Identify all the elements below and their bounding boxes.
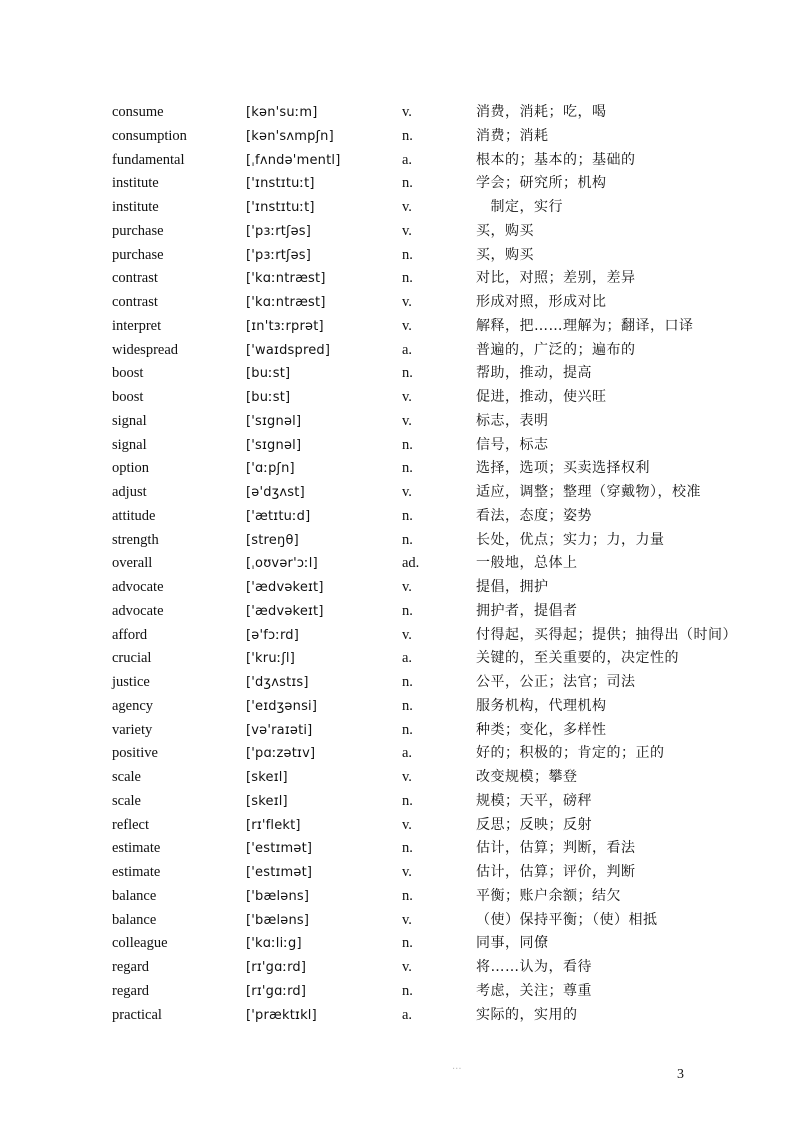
vocab-row (112, 576, 752, 600)
vocab-word: agency (112, 697, 154, 714)
vocab-meaning: 反思；反映；反射 (476, 816, 592, 833)
vocab-part-of-speech: v. (402, 199, 412, 215)
vocab-meaning: 公平，公正；法官；司法 (476, 674, 636, 690)
vocab-row (112, 1004, 752, 1028)
vocab-part-of-speech: n. (402, 246, 413, 263)
vocab-pronunciation: ['kɑːntræst] (246, 295, 326, 310)
vocab-part-of-speech: n. (402, 507, 413, 524)
vocab-meaning: 提倡，拥护 (476, 579, 549, 595)
vocab-meaning: 改变规模；攀登 (476, 769, 578, 785)
vocab-meaning: 同事，同僚 (476, 935, 549, 952)
vocab-meaning: 将……认为，看待 (476, 959, 592, 975)
vocab-word: justice (112, 674, 150, 690)
vocab-part-of-speech: v. (402, 911, 412, 928)
vocab-word: institute (112, 199, 159, 215)
vocab-word: practical (112, 1006, 162, 1023)
vocab-row (112, 149, 752, 173)
vocab-pronunciation: [streŋθ] (246, 532, 299, 548)
vocab-part-of-speech: a. (402, 745, 413, 762)
vocab-pronunciation: ['pɜːrtʃəs] (246, 223, 312, 239)
vocab-word: estimate (112, 864, 161, 880)
vocab-row (112, 885, 752, 909)
vocab-meaning: 制定，实行 (476, 199, 563, 215)
vocab-meaning: 普遍的，广泛的；遍布的 (476, 341, 636, 358)
footer-mark: ··· (452, 1064, 462, 1075)
vocab-word: advocate (112, 602, 164, 619)
vocab-word: scale (112, 792, 141, 809)
vocab-meaning: 买，购买 (476, 246, 534, 263)
vocab-meaning: 种类；变化，多样性 (476, 721, 607, 738)
vocab-word: signal (112, 412, 147, 429)
vocab-row (112, 172, 752, 196)
vocab-word: reflect (112, 816, 150, 833)
vocab-pronunciation: [və'raɪəti] (246, 722, 313, 738)
vocab-pronunciation: ['estɪmət] (246, 841, 313, 857)
vocab-part-of-speech: v. (402, 484, 412, 500)
vocab-pronunciation: [kən'sʌmpʃn] (246, 128, 334, 144)
vocab-part-of-speech: n. (402, 175, 413, 192)
vocab-row (112, 980, 752, 1004)
vocab-meaning: 帮助，推动，提高 (476, 365, 592, 382)
vocab-part-of-speech: a. (402, 341, 413, 358)
vocab-row (112, 196, 752, 220)
vocab-word: purchase (112, 222, 164, 239)
vocab-row (112, 267, 752, 291)
vocab-part-of-speech: n. (402, 697, 413, 714)
vocab-row (112, 647, 752, 671)
vocab-meaning: 付得起，买得起；提供；抽得出（时间） (476, 626, 737, 643)
vocab-pronunciation: [skeɪl] (246, 793, 288, 809)
vocab-row (112, 315, 752, 339)
vocab-meaning: 信号，标志 (476, 436, 549, 453)
vocab-part-of-speech: n. (402, 270, 413, 287)
vocab-part-of-speech: n. (402, 792, 413, 809)
vocab-word: regard (112, 982, 150, 999)
vocab-meaning: 规模；天平，磅秤 (476, 792, 592, 809)
vocab-pronunciation: ['dʒʌstɪs] (246, 675, 309, 690)
vocab-pronunciation: ['ætɪtuːd] (246, 508, 311, 524)
vocab-pronunciation: [rɪ'flekt] (246, 817, 301, 833)
vocab-word: contrast (112, 294, 158, 310)
vocab-meaning: 学会；研究所；机构 (476, 175, 607, 192)
vocab-row (112, 600, 752, 624)
vocab-row (112, 956, 752, 980)
vocab-pronunciation: ['sɪgnəl] (246, 437, 302, 453)
vocab-pronunciation: ['ɪnstɪtuːt] (246, 176, 315, 192)
vocab-word: adjust (112, 484, 147, 500)
vocab-part-of-speech: ad. (402, 555, 420, 572)
vocab-word: colleague (112, 935, 168, 952)
vocab-word: fundamental (112, 151, 185, 168)
vocab-word: strength (112, 531, 159, 548)
vocab-word: balance (112, 887, 157, 904)
vocab-row (112, 101, 752, 125)
vocab-meaning: 一般地，总体上 (476, 555, 578, 572)
vocab-meaning: 估计，估算；评价，判断 (476, 864, 636, 880)
vocab-pronunciation: ['sɪgnəl] (246, 413, 302, 429)
vocab-pronunciation: [buːst] (246, 366, 291, 382)
vocab-row (112, 695, 752, 719)
vocab-part-of-speech: n. (402, 674, 413, 690)
vocab-pronunciation: ['ɪnstɪtuːt] (246, 200, 315, 215)
vocab-pronunciation: [buːst] (246, 390, 291, 405)
vocab-row (112, 362, 752, 386)
vocab-row (112, 766, 752, 790)
vocab-word: widespread (112, 341, 179, 358)
vocab-row (112, 624, 752, 648)
vocab-part-of-speech: n. (402, 840, 413, 857)
vocab-pronunciation: ['pɑːzətɪv] (246, 746, 316, 762)
vocab-pronunciation: [skeɪl] (246, 770, 288, 785)
vocab-row (112, 291, 752, 315)
vocab-word: boost (112, 365, 144, 382)
vocab-part-of-speech: v. (402, 389, 412, 405)
vocab-row (112, 434, 752, 458)
vocab-meaning: 买，购买 (476, 222, 534, 239)
vocab-meaning: 服务机构，代理机构 (476, 697, 607, 714)
vocab-row (112, 742, 752, 766)
vocab-meaning: 看法，态度；姿势 (476, 507, 592, 524)
vocab-part-of-speech: n. (402, 602, 413, 619)
vocab-pronunciation: [ə'fɔːrd] (246, 627, 299, 643)
vocab-pronunciation: ['kɑːntræst] (246, 271, 326, 287)
vocab-part-of-speech: a. (402, 1006, 413, 1023)
vocab-part-of-speech: n. (402, 531, 413, 548)
vocab-word: signal (112, 436, 147, 453)
vocab-pronunciation: ['estɪmət] (246, 865, 313, 880)
vocab-word: attitude (112, 507, 156, 524)
vocab-row (112, 481, 752, 505)
vocab-meaning: 解释，把……理解为；翻译，口译 (476, 317, 694, 334)
vocab-meaning: 消费；消耗 (476, 127, 549, 144)
vocab-part-of-speech: v. (402, 626, 412, 643)
vocab-part-of-speech: v. (402, 769, 412, 785)
vocab-part-of-speech: v. (402, 317, 412, 334)
vocab-word: advocate (112, 579, 164, 595)
vocab-row (112, 125, 752, 149)
vocab-pronunciation: ['ædvəkeɪt] (246, 580, 324, 595)
vocab-pronunciation: [ɪn'tɜːrprət] (246, 318, 324, 334)
vocab-part-of-speech: v. (402, 294, 412, 310)
vocab-part-of-speech: v. (402, 864, 412, 880)
vocab-part-of-speech: n. (402, 935, 413, 952)
vocab-meaning: 关键的，至关重要的，决定性的 (476, 650, 679, 667)
vocab-meaning: 考虑，关注；尊重 (476, 982, 592, 999)
vocab-meaning: 平衡；账户余额；结欠 (476, 887, 621, 904)
vocab-row (112, 457, 752, 481)
vocab-row (112, 909, 752, 933)
vocab-word: afford (112, 626, 148, 643)
vocab-part-of-speech: v. (402, 959, 412, 975)
vocab-part-of-speech: n. (402, 127, 413, 144)
vocab-pronunciation: ['kɑːliːg] (246, 936, 302, 952)
vocab-meaning: 好的；积极的；肯定的；正的 (476, 745, 665, 762)
vocab-part-of-speech: n. (402, 460, 413, 477)
vocab-row (112, 861, 752, 885)
vocab-word: regard (112, 959, 150, 975)
vocab-meaning: 形成对照，形成对比 (476, 294, 607, 310)
vocab-word: boost (112, 389, 144, 405)
vocab-pronunciation: ['ædvəkeɪt] (246, 603, 324, 619)
vocab-row (112, 671, 752, 695)
vocab-pronunciation: ['pɜːrtʃəs] (246, 247, 312, 263)
vocab-meaning: 消费，消耗；吃，喝 (476, 104, 607, 120)
vocab-word: positive (112, 745, 158, 762)
vocab-meaning: 促进，推动，使兴旺 (476, 389, 607, 405)
vocab-pronunciation: ['bæləns] (246, 912, 310, 928)
vocab-part-of-speech: a. (402, 650, 413, 667)
vocab-pronunciation: [rɪ'gɑːrd] (246, 960, 307, 975)
vocab-row (112, 719, 752, 743)
vocab-pronunciation: [kən'suːm] (246, 105, 318, 120)
vocab-row (112, 386, 752, 410)
vocab-row (112, 505, 752, 529)
vocab-meaning: 选择，选项；买卖选择权利 (476, 460, 650, 477)
vocab-pronunciation: ['bæləns] (246, 888, 310, 904)
vocab-pronunciation: [ˌfʌndə'mentl] (246, 152, 341, 168)
vocab-pronunciation: [ˌoʊvər'ɔːl] (246, 556, 318, 572)
vocab-pronunciation: [ə'dʒʌst] (246, 485, 305, 500)
vocab-row (112, 529, 752, 553)
vocab-row (112, 220, 752, 244)
vocab-meaning: 长处，优点；实力；力，力量 (476, 531, 665, 548)
vocab-row (112, 410, 752, 434)
vocab-part-of-speech: a. (402, 151, 413, 168)
vocab-word: interpret (112, 317, 162, 334)
vocab-part-of-speech: n. (402, 365, 413, 382)
vocab-word: option (112, 460, 150, 477)
vocab-meaning: 拥护者，提倡者 (476, 602, 578, 619)
vocab-meaning: （使）保持平衡；（使）相抵 (476, 911, 658, 928)
vocab-row (112, 932, 752, 956)
vocab-pronunciation: ['eɪdʒənsi] (246, 698, 318, 714)
vocab-pronunciation: [rɪ'gɑːrd] (246, 983, 307, 999)
vocab-pronunciation: ['kruːʃl] (246, 651, 295, 667)
vocab-row (112, 837, 752, 861)
vocab-part-of-speech: v. (402, 222, 412, 239)
vocab-word: variety (112, 721, 153, 738)
vocab-row (112, 244, 752, 268)
vocab-pronunciation: ['ɑːpʃn] (246, 461, 295, 477)
vocab-word: estimate (112, 840, 161, 857)
vocab-word: contrast (112, 270, 158, 287)
vocab-meaning: 根本的；基本的；基础的 (476, 151, 636, 168)
vocab-part-of-speech: v. (402, 104, 412, 120)
page-number: 3 (677, 1067, 684, 1082)
vocab-part-of-speech: n. (402, 887, 413, 904)
vocab-word: consume (112, 104, 164, 120)
vocab-word: overall (112, 555, 153, 572)
vocab-pronunciation: ['præktɪkl] (246, 1007, 317, 1023)
vocab-pronunciation: ['waɪdspred] (246, 342, 331, 358)
vocab-word: balance (112, 911, 157, 928)
vocab-row (112, 814, 752, 838)
vocab-word: scale (112, 769, 141, 785)
vocab-word: consumption (112, 127, 187, 144)
vocab-word: institute (112, 175, 159, 192)
vocab-meaning: 标志，表明 (476, 412, 549, 429)
vocab-meaning: 对比，对照；差别，差异 (476, 270, 636, 287)
vocabulary-table (112, 101, 752, 1027)
vocab-row (112, 552, 752, 576)
vocab-part-of-speech: n. (402, 436, 413, 453)
vocab-meaning: 估计，估算；判断，看法 (476, 840, 636, 857)
vocab-row (112, 790, 752, 814)
vocab-part-of-speech: n. (402, 982, 413, 999)
vocab-part-of-speech: v. (402, 412, 412, 429)
vocab-word: purchase (112, 246, 164, 263)
vocab-part-of-speech: v. (402, 816, 412, 833)
vocab-word: crucial (112, 650, 152, 667)
vocab-meaning: 适应，调整；整理（穿戴物），校准 (476, 484, 701, 500)
vocab-meaning: 实际的，实用的 (476, 1006, 578, 1023)
vocab-row (112, 339, 752, 363)
vocab-part-of-speech: v. (402, 579, 412, 595)
vocab-part-of-speech: n. (402, 721, 413, 738)
